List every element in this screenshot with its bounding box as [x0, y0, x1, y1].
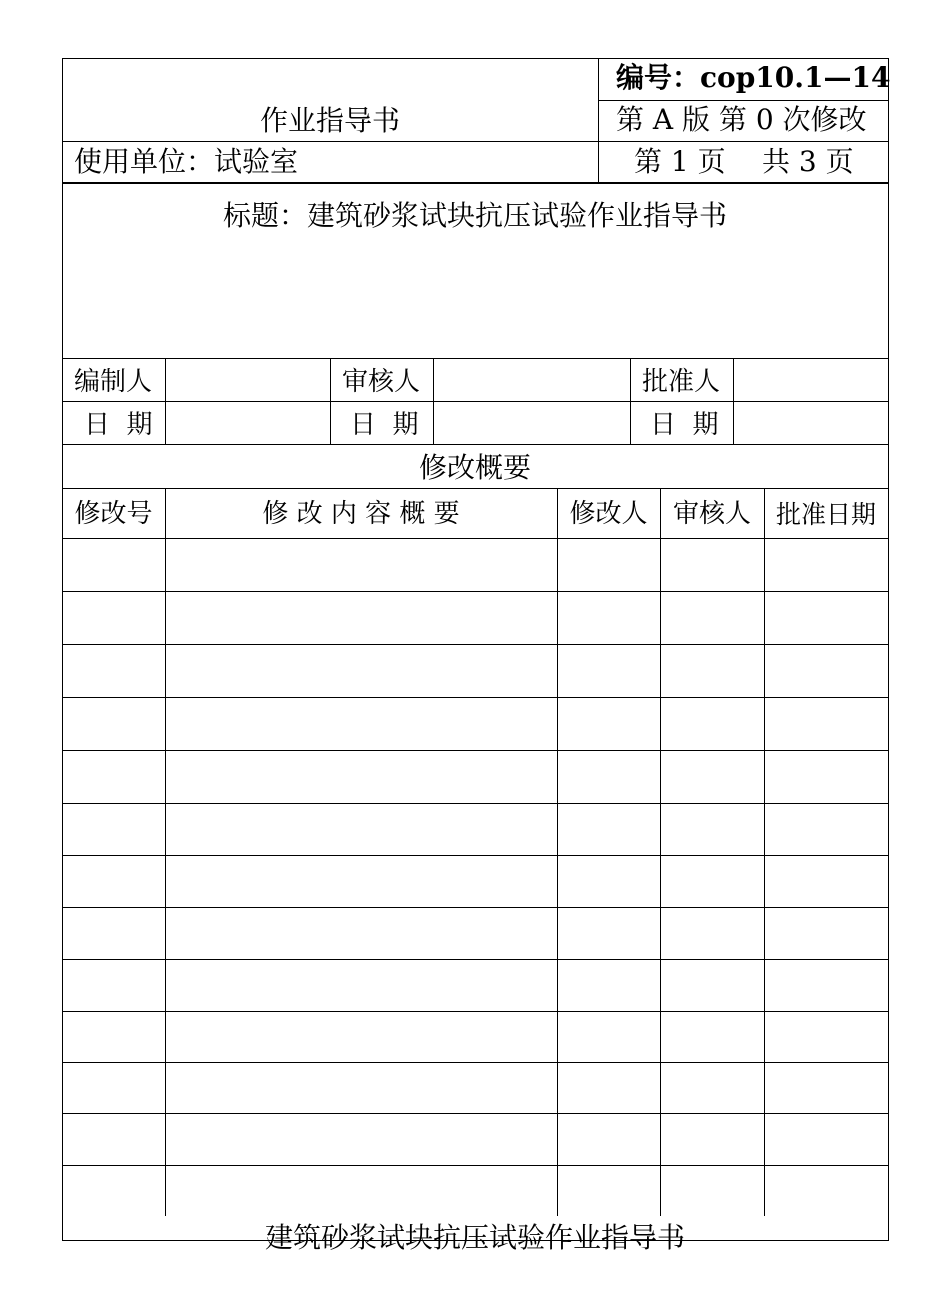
- reviewer-label: 审核人: [342, 367, 421, 397]
- approver-date-label: 日 期: [650, 410, 719, 440]
- revision-summary-title: 修改概要: [418, 451, 531, 484]
- footer-title: 建筑砂浆试块抗压试验作业指导书: [264, 1221, 685, 1254]
- author-label: 编制人: [74, 367, 153, 397]
- doc-type-title: 作业指导书: [259, 104, 400, 137]
- col-approval-date: 批准日期: [775, 500, 876, 529]
- page-number: 第 1 页: [634, 145, 726, 178]
- doc-code: 编号：cop10.1—14: [616, 61, 891, 94]
- col-reviewer: 审核人: [672, 499, 751, 529]
- doc-version: 第 A 版 第 0 次修改: [616, 103, 867, 136]
- col-reviser: 修改人: [569, 499, 648, 529]
- page-total: 共 3 页: [762, 145, 854, 178]
- col-revision-content: 修 改 内 容 概 要: [262, 499, 460, 529]
- using-unit: 使用单位：试验室: [74, 145, 299, 178]
- approver-label: 批准人: [642, 367, 721, 397]
- author-date-label: 日 期: [84, 410, 153, 440]
- reviewer-date-label: 日 期: [350, 410, 419, 440]
- document-title: 标题：建筑砂浆试块抗压试验作业指导书: [222, 199, 727, 232]
- col-revision-no: 修改号: [74, 499, 153, 529]
